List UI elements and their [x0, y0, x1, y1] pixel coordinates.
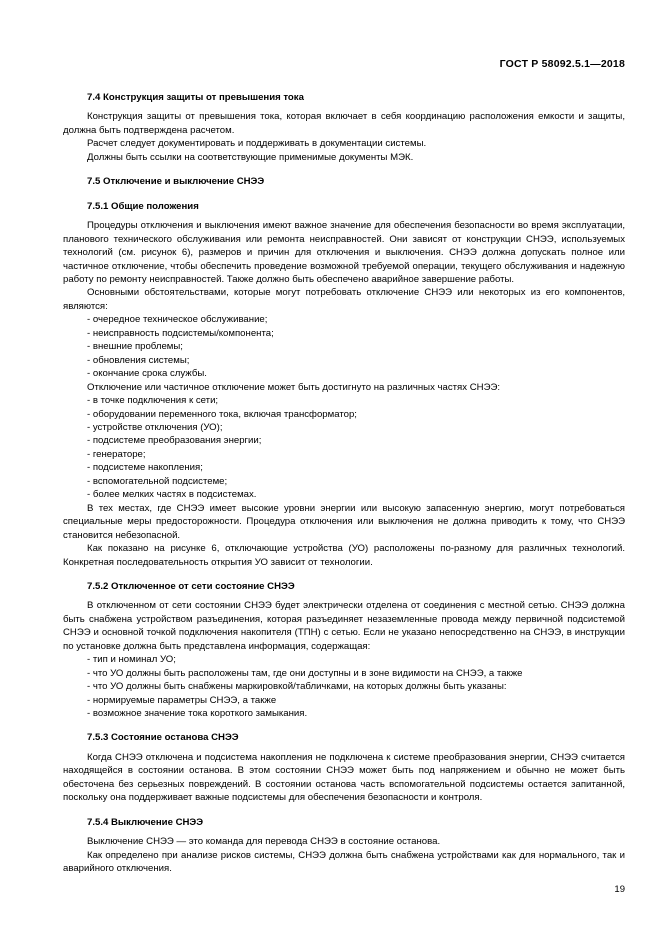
body-paragraph: Должны быть ссылки на соответствующие применимые документы МЭК.: [87, 151, 414, 163]
section-heading: 7.5 Отключение и выключение СНЭЭ: [87, 176, 265, 188]
body-paragraph: - возможное значение тока короткого замыкания.: [87, 708, 308, 720]
document-body: [63, 80, 625, 876]
body-paragraph: - тип и номинал УО;: [87, 654, 176, 666]
body-paragraph: - оборудовании переменного тока, включая трансформатор;: [87, 408, 357, 420]
section-heading: 7.5.1 Общие положения: [87, 200, 199, 212]
body-paragraph: - подсистеме преобразования энергии;: [87, 435, 262, 447]
body-paragraph: Как показано на рисунке 6, отключающие устройства (УО) расположены по-разному для различных технологий. Конкретная последовательность открытия УО зависит от технологии.: [63, 543, 625, 568]
body-paragraph: Конструкция защиты от превышения тока, которая включает в себя координацию расположения емкости и защиты, должна быть подтверждена расчетом.: [63, 111, 625, 136]
body-paragraph: - обновления системы;: [87, 354, 190, 366]
section-heading: 7.5.3 Состояние останова СНЭЭ: [87, 732, 239, 744]
body-paragraph: Выключение СНЭЭ — это команда для перевода СНЭЭ в состояние останова.: [87, 836, 441, 848]
body-paragraph: Процедуры отключения и выключения имеют важное значение для обеспечения безопасности во время эксплуатации, планового технического обслуживания или ремонта неисправностей. Они зависят от конструкции СНЭЭ, используемых технологий (см. рисунок 6), размеров и причин для отключения и выключения. СНЭЭ должна допускать полное или частичное отключение, чтобы обеспечить проведение возможной требуемой операции, текущего обслуживания и надежную работу по ремонту неисправностей. Также должно быть обеспечено аварийное завершение работы.: [63, 220, 625, 285]
page-number: 19: [614, 884, 625, 895]
body-paragraph: Основными обстоятельствами, которые могут потребовать отключение СНЭЭ или некоторых из его компонентов, являются:: [63, 287, 625, 312]
body-paragraph: В тех местах, где СНЭЭ имеет высокие уровни энергии или высокую запасенную энергию, могут потребоваться специальные меры предосторожности. Процедура отключения или выключения не должна приводить к тому, что СНЭЭ становится небезопасной.: [63, 502, 625, 541]
body-paragraph: - окончание срока службы.: [87, 368, 207, 380]
body-paragraph: - что УО должны быть расположены там, где они доступны и в зоне видимости на СНЭЭ, а также: [87, 667, 523, 679]
body-paragraph: - подсистеме накопления;: [87, 462, 203, 474]
body-paragraph: - более мелких частях в подсистемах.: [87, 489, 257, 501]
page-header: ГОСТ Р 58092.5.1—2018: [499, 58, 625, 70]
body-paragraph: - генераторе;: [87, 448, 146, 460]
body-paragraph: Отключение или частичное отключение может быть достигнуто на различных частях СНЭЭ:: [87, 381, 501, 393]
body-paragraph: - устройстве отключения (УО);: [87, 421, 223, 433]
body-paragraph: В отключенном от сети состоянии СНЭЭ будет электрически отделена от соединения с местной сетью. СНЭЭ должна быть снабжена устройством разъединения, которая разъединяет незаземленные провода между первичной подсистемой СНЭЭ и основной точкой подключения накопителя (ТПН) с сетью. Если не указано непосредственно на СНЭЭ, в инструкции по установке должна быть представлена информация, содержащая:: [63, 600, 625, 652]
body-paragraph: - в точке подключения к сети;: [87, 395, 219, 407]
body-paragraph: - очередное техническое обслуживание;: [87, 314, 268, 326]
body-paragraph: - что УО должны быть снабжены маркировкой/табличками, на которых должны быть указаны:: [87, 681, 507, 693]
body-paragraph: - внешние проблемы;: [87, 341, 183, 353]
body-paragraph: Как определено при анализе рисков системы, СНЭЭ должна быть снабжена устройствами как для нормального, так и аварийного отключения.: [63, 849, 625, 875]
body-paragraph: - нормируемые параметры СНЭЭ, а также: [87, 694, 277, 706]
section-heading: 7.5.4 Выключение СНЭЭ: [87, 816, 204, 828]
body-paragraph: - неисправность подсистемы/компонента;: [87, 327, 274, 339]
section-heading: 7.4 Конструкция защиты от превышения тока: [87, 92, 304, 103]
section-heading: 7.5.2 Отключенное от сети состояние СНЭЭ: [87, 580, 295, 592]
body-paragraph: - вспомогательной подсистеме;: [87, 475, 228, 487]
body-paragraph: Когда СНЭЭ отключена и подсистема накопления не подключена к системе преобразования энергии, СНЭЭ считается находящейся в состоянии останова. В этом состоянии СНЭЭ может быть под напряжением и обычно не может быть обесточена без серьезных повреждений. В состоянии останова часть вспомогательной подсистемы остается запитанной, поскольку она поддерживает важные подсистемы для обеспечения безопасности и контроля.: [63, 751, 625, 804]
body-paragraph: Расчет следует документировать и поддерживать в документации системы.: [87, 138, 427, 150]
